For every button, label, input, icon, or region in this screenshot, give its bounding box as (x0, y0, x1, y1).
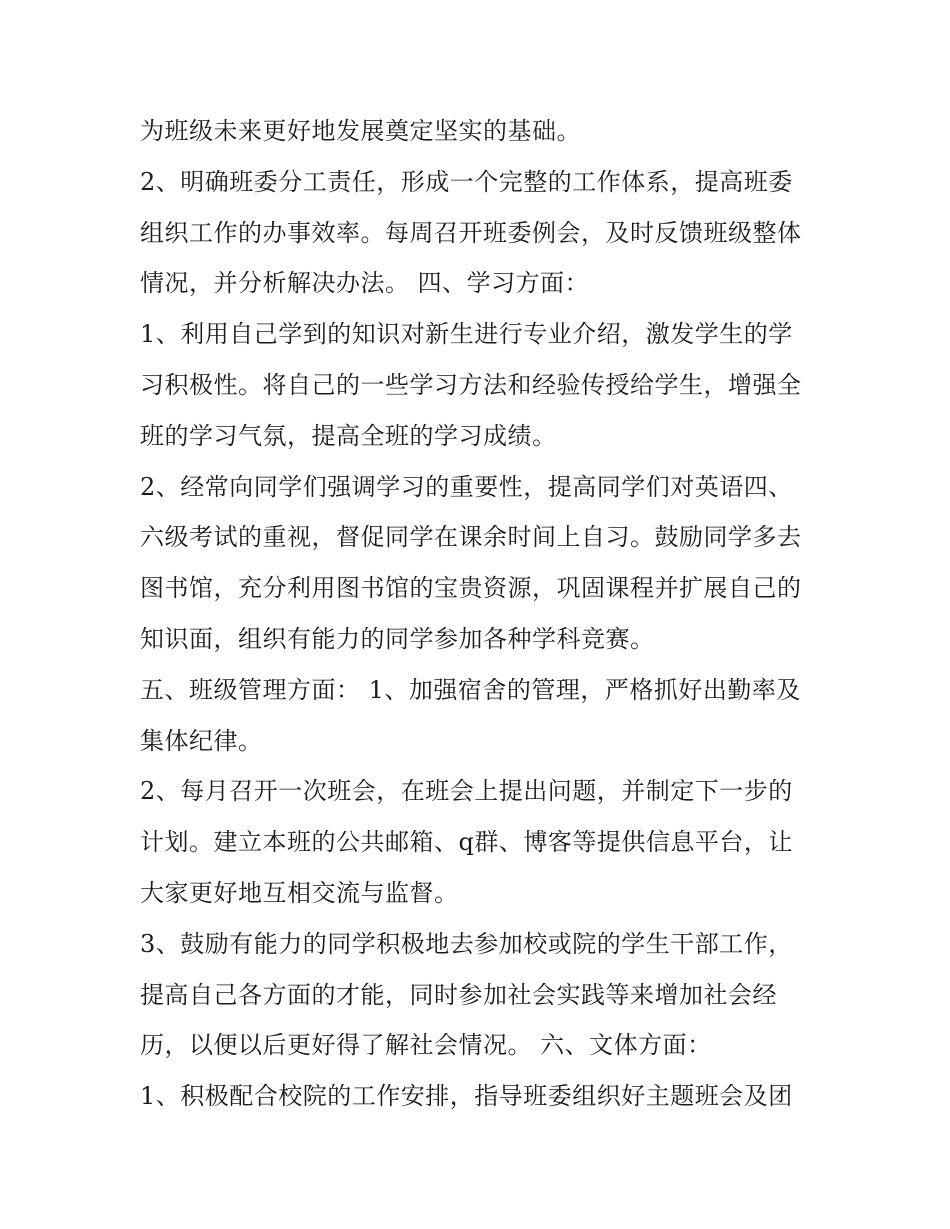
text-line: 习积极性。将自己的一些学习方法和经验传授给学生，增强全 (140, 370, 802, 399)
text-line: 集体纪律。 (140, 726, 263, 755)
document-body (140, 106, 820, 1122)
text-line: 组织工作的办事效率。每周召开班委例会，及时反馈班级整体 (140, 218, 802, 247)
text-line: 2、明确班委分工责任，形成一个完整的工作体系，提高班委 (140, 167, 793, 196)
text-line: 提高自己各方面的才能，同时参加社会实践等来增加社会经 (140, 980, 777, 1009)
text-line: 1、积极配合校院的工作安排，指导班委组织好主题班会及团 (140, 1082, 793, 1111)
text-line: 知识面，组织有能力的同学参加各种学科竞赛。 (140, 624, 655, 653)
text-line: 计划。建立本班的公共邮箱、q群、博客等提供信息平台，让 (140, 828, 793, 857)
text-line: 情况，并分析解决办法。 四、学习方面： (140, 269, 590, 298)
text-line: 2、每月召开一次班会，在班会上提出问题，并制定下一步的 (140, 777, 793, 806)
text-line: 2、经常向同学们强调学习的重要性，提高同学们对英语四、 (140, 472, 793, 501)
text-line: 班的学习气氛，提高全班的学习成绩。 (140, 421, 557, 450)
text-line: 为班级未来更好地发展奠定坚实的基础。 (140, 117, 581, 145)
text-line: 图书馆，充分利用图书馆的宝贵资源，巩固课程并扩展自己的 (140, 574, 802, 603)
text-line: 六级考试的重视，督促同学在课余时间上自习。鼓励同学多去 (140, 523, 802, 552)
text-line: 3、鼓励有能力的同学积极地去参加校或院的学生干部工作， (140, 929, 793, 958)
text-line: 历，以便以后更好得了解社会情况。 六、文体方面： (140, 1031, 712, 1060)
text-line: 大家更好地互相交流与监督。 (140, 878, 459, 907)
text-line: 1、利用自己学到的知识对新生进行专业介绍，激发学生的学 (140, 320, 793, 349)
text-line: 五、班级管理方面： 1、加强宿舍的管理，严格抓好出勤率及 (140, 675, 801, 704)
